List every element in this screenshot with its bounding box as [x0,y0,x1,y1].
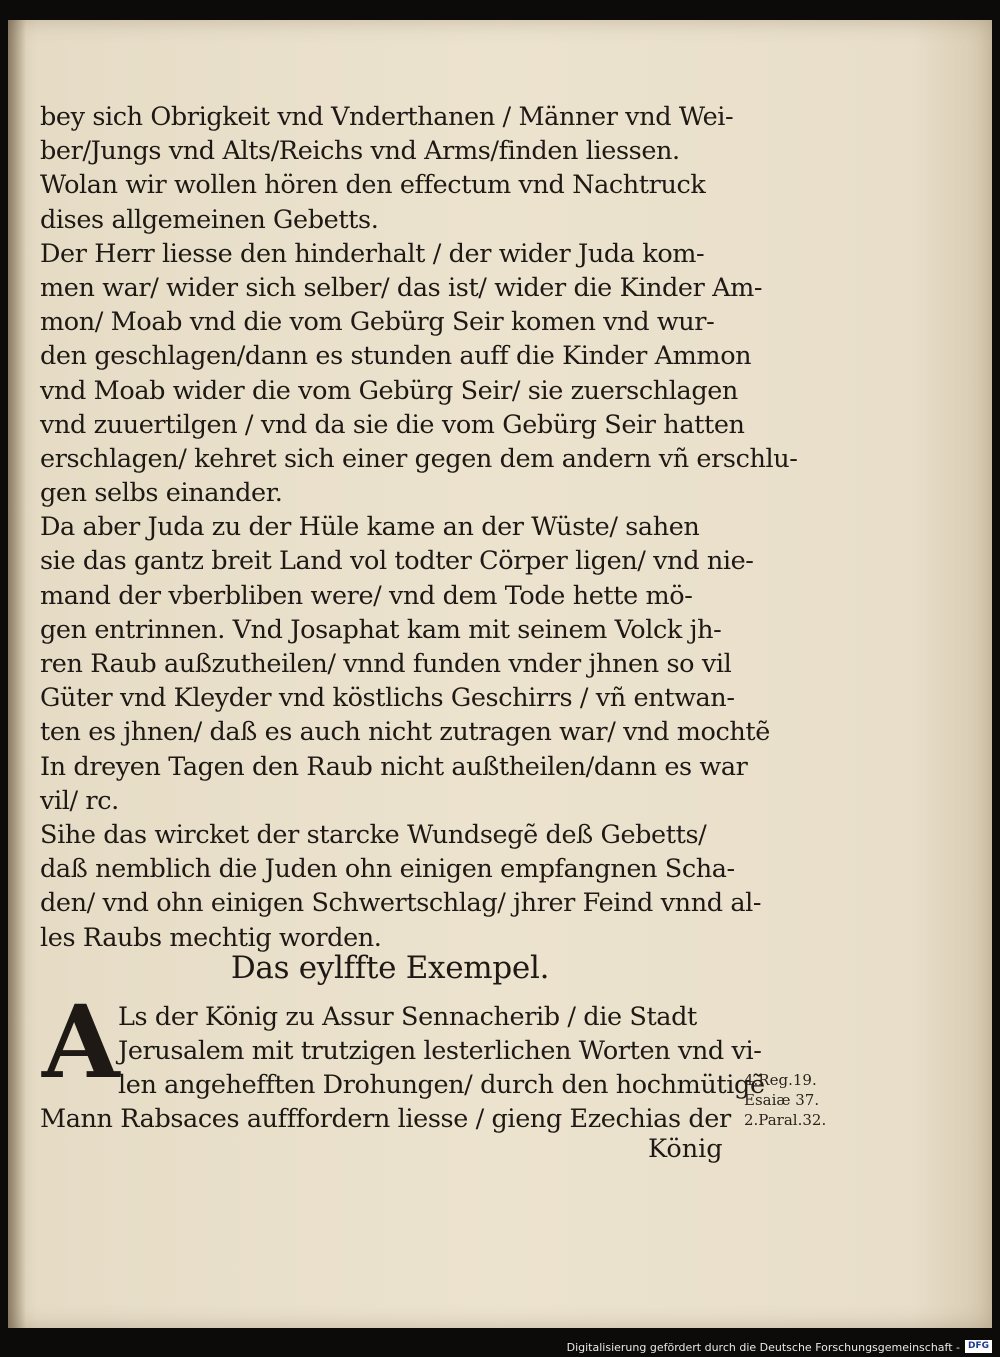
text-line: les Raubs mechtig worden. [40,922,382,953]
margin-reference: 4.Reg.19. [744,1071,817,1089]
text-line: ten es jhnen/ daß es auch nicht zutragen war/ vnd mochtẽ [40,717,770,748]
section-heading: Das eylffte Exempel. [230,950,550,986]
footer-credit: Digitalisierung gefördert durch die Deutsche Forschungsgemeinschaft - [566,1341,960,1354]
text-line: ber/Jungs vnd Alts/Reichs vnd Arms/finden liessen. [40,136,680,167]
text-line: vnd zuuertilgen / vnd da sie die vom Gebürg Seir hatten [40,409,745,440]
text-line: Der Herr liesse den hinderhalt / der wider Juda kom- [40,238,705,269]
text-line: Güter vnd Kleyder vnd köstlichs Geschirrs / vñ entwan- [40,683,735,714]
text-line: mand der vberbliben were/ vnd dem Tode hette mö- [40,580,693,611]
text-line: erschlagen/ kehret sich einer gegen dem andern vñ erschlu- [40,443,798,474]
text-line: vil/ rc. [40,785,119,816]
drop-cap-paragraph [118,1000,765,1103]
text-line: Mann Rabsaces aufffordern liesse / gieng Ezechias der [40,1104,731,1134]
spine-shadow [8,20,26,1328]
text-line: gen selbs einander. [40,478,283,509]
margin-notes [744,1070,826,1130]
text-line: dises allgemeinen Gebetts. [40,204,379,235]
text-line: In dreyen Tagen den Raub nicht außtheilen/dann es war [40,751,748,782]
text-line: den/ vnd ohn einigen Schwertschlag/ jhrer Feind vnnd al- [40,888,762,919]
margin-reference: 2.Paral.32. [744,1111,827,1129]
text-line: Ls der König zu Assur Sennacherib / die Stadt [118,1002,697,1032]
text-line: vnd Moab wider die vom Gebürg Seir/ sie zuerschlagen [40,375,738,406]
text-line: len angehefften Drohungen/ durch den hochmütigẽ [118,1070,765,1101]
paragraph-continuation [40,1102,760,1136]
dfg-logo: DFG [965,1340,992,1353]
text-line: mon/ Moab vnd die vom Gebürg Seir komen vnd wur- [40,307,715,338]
text-line: daß nemblich die Juden ohn einigen empfangnen Scha- [40,854,735,885]
body-text [40,100,798,955]
catchword: König [648,1134,723,1164]
margin-reference: Esaiæ 37. [744,1091,820,1109]
text-line: Sihe das wircket der starcke Wundsegẽ deß Gebetts/ [40,819,707,850]
text-line: Da aber Juda zu der Hüle kame an der Wüste/ sahen [40,512,700,543]
text-line: men war/ wider sich selber/ das ist/ wider die Kinder Am- [40,272,763,303]
text-line: ren Raub außzutheilen/ vnnd funden vnder jhnen so vil [40,649,732,679]
text-line: gen entrinnen. Vnd Josaphat kam mit seinem Volck jh- [40,614,722,645]
drop-cap: A [42,983,120,1101]
text-line: den geschlagen/dann es stunden auff die Kinder Ammon [40,341,752,372]
text-line: Wolan wir wollen hören den effectum vnd Nachtruck [40,170,706,201]
text-line: sie das gantz breit Land vol todter Cörper ligen/ vnd nie- [40,546,754,577]
text-line: Jerusalem mit trutzigen lesterlichen Worten vnd vi- [118,1036,762,1067]
text-line: bey sich Obrigkeit vnd Vnderthanen / Männer vnd Wei- [40,102,734,132]
